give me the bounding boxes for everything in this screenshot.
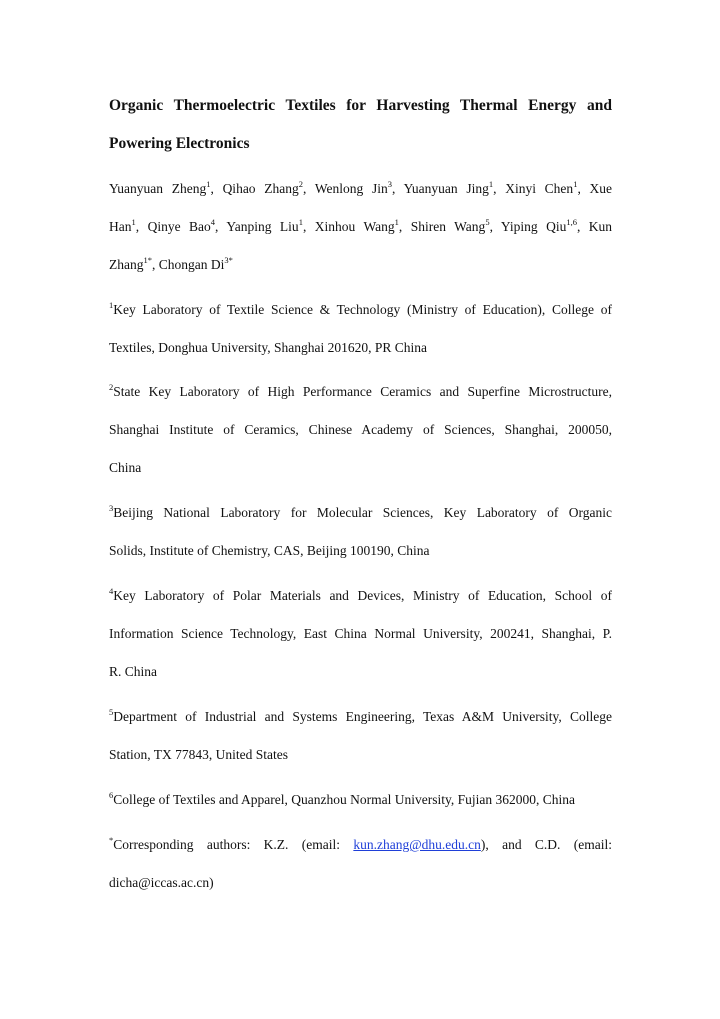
author-affiliation-marker: 1	[488, 178, 494, 189]
author-separator: ,	[493, 181, 506, 196]
author-separator: ,	[210, 181, 223, 196]
corresponding-marker: *	[109, 834, 114, 845]
author-name: Yanping Liu	[226, 219, 299, 234]
author-affiliation-marker: 3*	[224, 254, 233, 265]
author-name: Yiping Qiu	[500, 219, 567, 234]
affiliation-marker: 2	[109, 381, 114, 392]
affiliation-2-line-1: $^2$State Key Laboratory of High Performance Ceramics and Superfine Microstructure,	[109, 381, 612, 399]
author-name: Yuanyuan Jing	[403, 181, 489, 196]
author-affiliation-marker: 1	[394, 216, 399, 227]
author-list-line-1: Yuanyuan Zheng$^1$, Qihao Zhang$^2$, Wenlong Jin$^3$, Yuanyuan Jing$^1$, Xinyi Chen$^1$, Xue	[109, 178, 613, 196]
author-name: Shiren Wang	[410, 219, 486, 234]
affiliation-4-line-2: Information Science Technology, East China Normal University, 200241, Shanghai, P.	[109, 626, 612, 641]
affiliation-4-line-3: R. China	[109, 664, 158, 679]
author-separator: ,	[302, 219, 315, 234]
paper-title-line-2: Powering Electronics	[109, 135, 250, 152]
author-affiliation-marker: 1	[298, 216, 303, 227]
affiliation-1-line-1: $^1$Key Laboratory of Textile Science & Technology (Ministry of Education), College of	[109, 299, 612, 317]
author-separator: ,	[135, 219, 148, 234]
author-affiliation-marker: 5	[485, 216, 490, 227]
affiliation-3-line-1: $^3$Beijing National Laboratory for Molecular Sciences, Key Laboratory of Organic	[109, 502, 612, 520]
author-affiliation-marker: 2	[298, 178, 304, 189]
author-affiliation-marker: 4	[210, 216, 216, 227]
author-separator: ,	[392, 181, 404, 196]
correspondence-line-2	[109, 875, 612, 891]
author-affiliation-marker: 1*	[143, 254, 152, 265]
affiliation-6-text: College of Textiles and Apparel, Quanzhou Normal University, Fujian 362000, China	[113, 792, 575, 807]
affiliation-5-line-1: $^5$Department of Industrial and Systems Engineering, Texas A&M University, College	[109, 706, 612, 724]
author-separator: ,	[303, 181, 315, 196]
affiliation-2-line-3: China	[109, 460, 142, 475]
author-list-line-2: Han$^1$, Qinye Bao$^4$, Yanping Liu$^1$, Xinhou Wang$^1$, Shiren Wang$^5$, Yiping Qiu$^{1,6}$, Kun	[109, 216, 613, 234]
author-affiliation-marker: 1	[206, 178, 211, 189]
email-di-chongan: dicha@iccas.ac.cn	[109, 875, 210, 890]
author-name: Yuanyuan Zheng	[109, 181, 207, 196]
email-link-kun-zhang[interactable]: kun.zhang@dhu.edu.cn	[353, 837, 481, 852]
affiliation-5-line-2: Station, TX 77843, United States	[109, 747, 288, 762]
author-name: Xinhou Wang	[314, 219, 395, 234]
affiliation-marker: 1	[109, 299, 114, 310]
author-separator: ,	[489, 219, 501, 234]
paper-title-line-1: Organic Thermoelectric Textiles for Harvesting Thermal Energy and	[109, 97, 612, 114]
author-name: Qinye Bao	[147, 219, 211, 234]
author-name: Xinyi Chen	[505, 181, 574, 196]
author-separator: ,	[215, 219, 227, 234]
author-name: Chongan Di	[158, 257, 225, 272]
author-affiliation-marker: 1,6	[566, 216, 577, 227]
affiliation-6	[109, 789, 612, 808]
author-affiliation-marker: 1	[573, 178, 578, 189]
affiliation-1-line-2: Textiles, Donghua University, Shanghai 201620, PR China	[109, 340, 428, 355]
affiliation-2-line-2: Shanghai Institute of Ceramics, Chinese Academy of Sciences, Shanghai, 200050,	[109, 422, 612, 437]
affiliation-marker: 3	[109, 502, 114, 513]
correspondence-line-1: *Corresponding authors: K.Z. (email: kun.zhang@dhu.edu.cn), and C.D. (email:	[109, 834, 612, 852]
author-list-line-3: Zhang$^{1*}$, Chongan $Di^{3*}$	[109, 254, 233, 272]
author-affiliation-marker: 3	[387, 178, 393, 189]
author-name: Wenlong Jin	[314, 181, 388, 196]
affiliation-marker: 4	[109, 585, 114, 596]
author-name: Qihao Zhang	[222, 181, 299, 196]
author-separator: ,	[152, 257, 159, 272]
affiliation-marker: 6	[109, 789, 114, 800]
correspondence-suffix: )	[209, 875, 214, 890]
affiliation-4-line-1: $^4$Key Laboratory of Polar Materials and Devices, Ministry of Education, School of	[109, 585, 612, 603]
affiliation-marker: 5	[109, 706, 114, 717]
affiliation-3-line-2: Solids, Institute of Chemistry, CAS, Beijing 100190, China	[109, 543, 430, 558]
author-separator: ,	[398, 219, 411, 234]
author-affiliation-marker: 1	[131, 216, 136, 227]
